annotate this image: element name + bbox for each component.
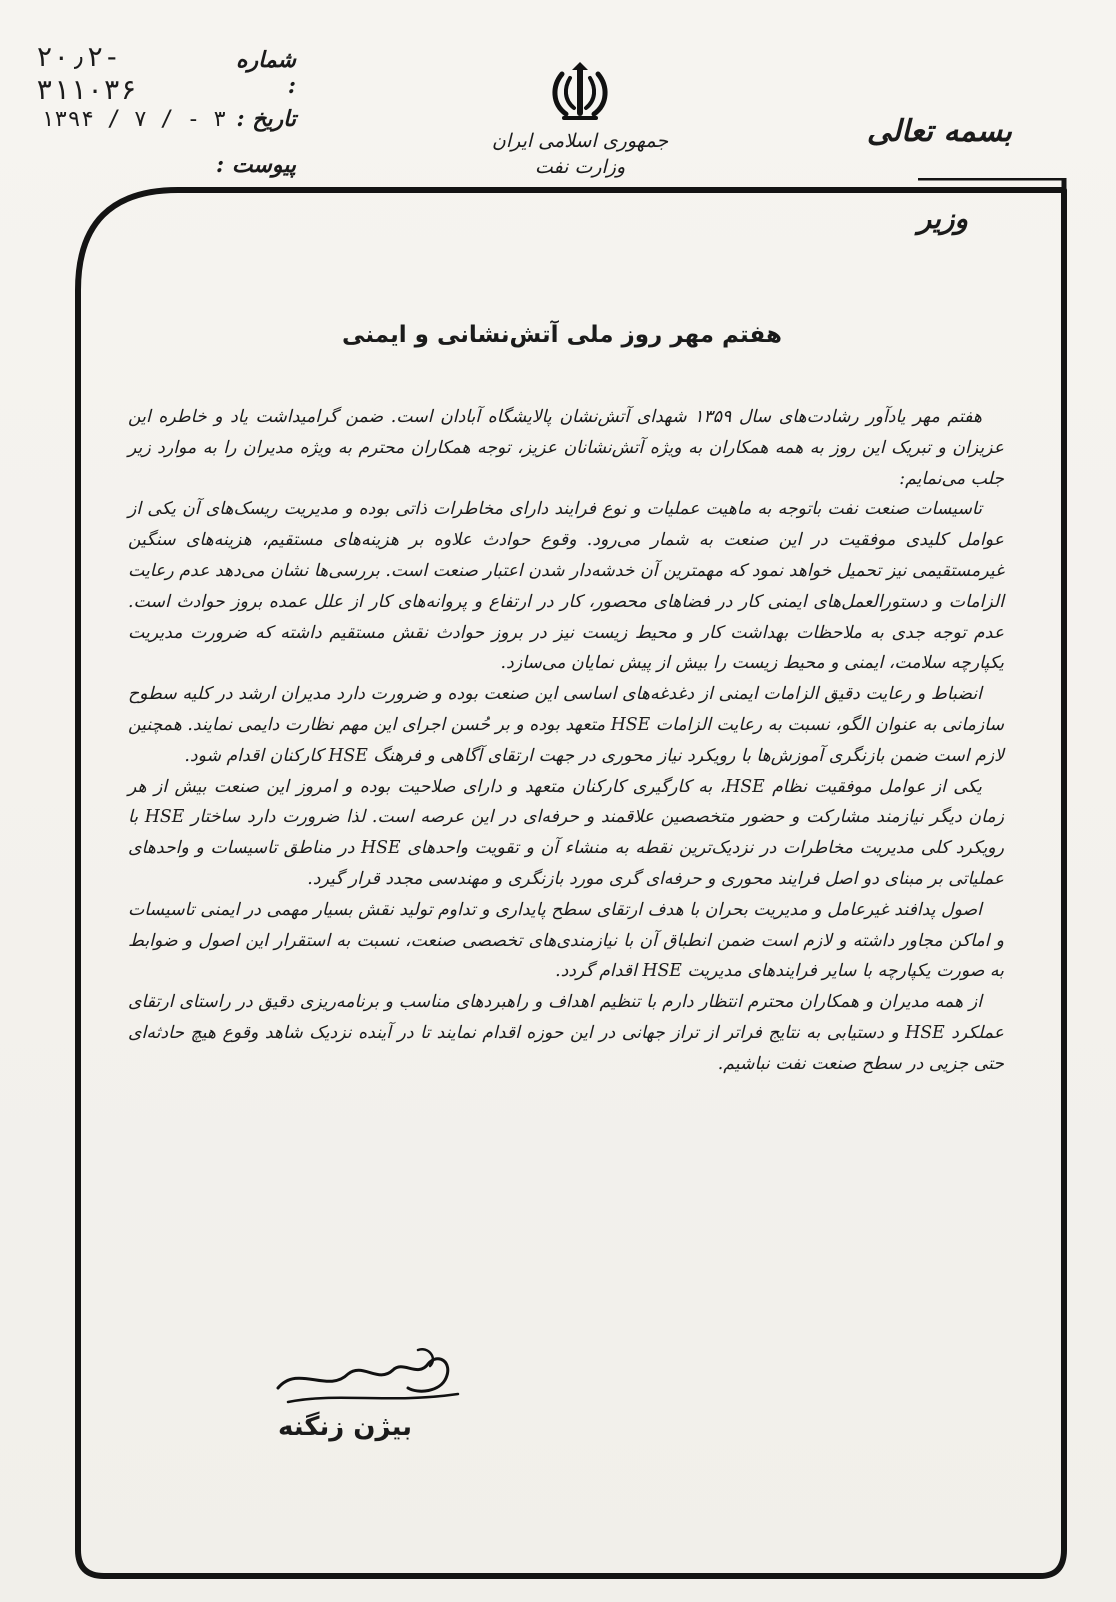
signer-name: بیژن زنگنه [278, 1412, 413, 1442]
letter-number-row [36, 40, 296, 106]
letter-number-label: شماره : [235, 47, 296, 99]
iran-emblem-icon [548, 60, 612, 124]
letter-number-value: ۲۰٫۲- ۳۱۱۰۳۶ [36, 40, 138, 106]
letter-date-label: تاریخ : [236, 106, 296, 132]
government-name: جمهوری اسلامی ایران [491, 130, 669, 152]
body-paragraph: تاسیسات صنعت نفت باتوجه به ماهیت عملیات و نوع فرایند دارای مخاطرات ذاتی بوده و مدیریت ریسک‌های آن یکی از عوامل کلیدی موفقیت در این صنعت به شمار می‌رود. وقوع حوادث علاوه بر هزینه‌های مستقیم، هزینه‌های سنگین غیرمستقیمی نیز تحمیل خواهد نمود که مهمترین آن خدشه‌دار شدن اعتبار صنعت است. بررسی‌ها نشان می‌دهد عدم رعایت الزامات و دستورالعمل‌های ایمنی کار در فضاهای محصور، کار در ارتفاع و پروانه‌های کار از علل عمده بروز حوادث است. عدم توجه جدی به ملاحظات بهداشت کار و محیط زیست نیز در بروز حوادث نقش مستقیم داشته که ضرورت مدیریت یکپارچه سلامت، ایمنی و محیط زیست را بیش از پیش نمایان می‌سازد. [128, 499, 1004, 674]
letter-header-meta [36, 40, 296, 188]
bismillah-heading: بسمه تعالی [866, 114, 1012, 149]
letter-body [128, 402, 1004, 1080]
letter-date-value: ۱۳۹۴ / ۷ / - ۳ [41, 106, 227, 132]
body-paragraph: اصول پدافند غیرعامل و مدیریت بحران با هدف ارتقای سطح پایداری و تداوم تولید نقش بسیار مهمی در ایمنی تاسیسات و اماکن مجاور داشته و لازم است ضمن انطباق آن با نیازمندی‌های تخصصی صنعت، نسبت به استقرار این اصول و ضوابط به صورت یکپارچه با سایر فرایندهای مدیریت HSE اقدام گردد. [128, 899, 1004, 982]
office-title: وزیر [917, 202, 968, 235]
handwritten-signature [268, 1344, 488, 1410]
body-paragraph: هفتم مهر یادآور رشادت‌های سال ۱۳۵۹ شهدای آتش‌نشان پالایشگاه آبادان است. ضمن گرامیداشت یاد و خاطره این عزیزان و تبریک این روز به همه همکاران به ویژه آتش‌نشانان عزیز، توجه همکاران محترم به ویژه مدیران را به موارد زیر جلب می‌نمایم: [128, 407, 1004, 489]
body-paragraph: یکی از عوامل موفقیت نظام HSE، به کارگیری کارکنان متعهد و دارای صلاحیت بوده و امروز این صنعت بیش از هر زمان دیگر نیازمند مشارکت و حضور متخصصین علاقمند و حرفه‌ای در این عرصه است. لذا ضرورت دارد ساختار HSE با رویکرد کلی مدیریت مخاطرات در نزدیک‌ترین نقطه به منشاء آن و تقویت واحدهای HSE در مناطق تاسیسات و واحدهای عملیاتی بر مبنای دو اصل فرایند محوری و حرفه‌ای گری مورد بازنگری و مهندسی مجدد قرار گیرد. [128, 776, 1004, 889]
ministry-name: وزارت نفت [534, 156, 626, 178]
body-paragraph: انضباط و رعایت دقیق الزامات ایمنی از دغدغه‌های اساسی این صنعت بوده و ضرورت دارد مدیران ارشد در کلیه سطوح سازمانی به عنوان الگو، نسبت به رعایت الزامات HSE متعهد بوده و بر حُسن اجرای این مهم نظارت دایمی نمایند. همچنین لازم است ضمن بازنگری آموزش‌ها با رویکرد نیاز محوری در جهت ارتقای آگاهی و فرهنگ HSE کارکنان اقدام شود. [128, 684, 1004, 766]
body-paragraph: از همه مدیران و همکاران محترم انتظار دارم با تنظیم اهداف و راهبردهای مناسب و برنامه‌ریزی دقیق در راستای ارتقای عملکرد HSE و دستیابی به نتایج فراتر از تراز جهانی در این حوزه اقدام نمایند تا در آینده نزدیک شاهد وقوع هیچ حادثه‌ای حتی جزیی در سطح صنعت نفت نباشیم. [128, 992, 1004, 1074]
letter-attachment-label: پیوست : [216, 152, 296, 178]
ministry-emblem-block [470, 60, 690, 180]
letter-attachment-row [36, 142, 296, 188]
letter-title: هفتم مهر روز ملی آتش‌نشانی و ایمنی [342, 322, 782, 348]
